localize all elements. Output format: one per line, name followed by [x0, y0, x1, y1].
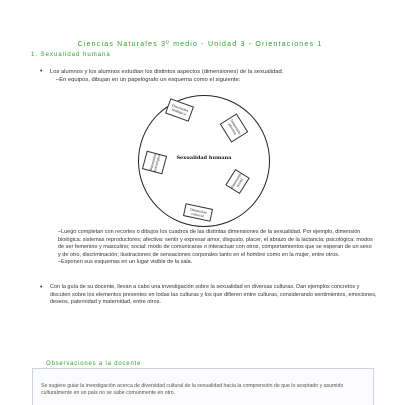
bullet-1-line-2: –En equipos, dibujan en un papelógrafo un esquema como el siguiente: [56, 77, 241, 83]
section-label: 1. Sexualidad humana [31, 52, 111, 58]
diagram-card-social: Dimensión social [225, 169, 249, 194]
activity-steps [58, 229, 374, 267]
bullet-2: Con la guía de su docente, llevan a cabo una investigación sobre la sexualidad en diversas culturas. Dan ejemplos concretos y discuten sobre los elementos presentes en todas las culturas y los que difieren entre culturas, considerando sentimientos, emociones, deseos, paternidad y maternidad, entre otros. [50, 284, 377, 305]
teacher-notes-text: Se sugiere guiar la investigación acerca de diversidad cultural de la sexualidad hacia la comprensión de que lo aceptado y asumido culturalmente en un país no se sabe comúnmente en otro. [41, 383, 344, 396]
diagram-card-cultural: Dimensión cultural [183, 203, 213, 222]
step-1: –Luego completan con recortes o dibujos los cuadros de las distintas dimensiones de la sexualidad. Por ejemplo, dimensión biológica: sistemas reproductores; afectiva: sentir y expresar amor, disgusto, placer, el abrazo de la lactancia; psicológica: modos de ser femenino y masculino; social: modo de comunicarse o interactuar con otros, comportamientos que se esperan de un sexo y de otro, discriminación; ilustraciones de sensaciones corporales tanto en el hombre como en la mujer, entre otros. [58, 229, 373, 258]
bullet-1-line-1: Los alumnos y los alumnos estudian los distintos aspectos (dimensiones) de la sexualidad. [50, 69, 284, 75]
teacher-notes-box [32, 361, 374, 405]
teacher-notes-heading: Observaciones a la docente [43, 361, 144, 367]
bullet-dot: • [40, 284, 43, 291]
bullet-dot: • [40, 68, 43, 75]
diagram-center-label: Sexualidad humana [176, 155, 232, 161]
diagram-card-psychological: Dimensión psicológica [142, 151, 167, 175]
bullet-1 [50, 68, 380, 84]
diagram-card-affective: Dimensión afectiva [220, 113, 249, 142]
page-title: Ciencias Naturales 3º medio - Unidad 3 - Orientaciones 1 [77, 41, 323, 48]
sexuality-diagram [138, 95, 270, 227]
diagram-card-biological: Dimensión biológica [165, 98, 194, 122]
step-2: –Exponen sus esquemas en un lugar visible de la sala. [58, 259, 193, 265]
